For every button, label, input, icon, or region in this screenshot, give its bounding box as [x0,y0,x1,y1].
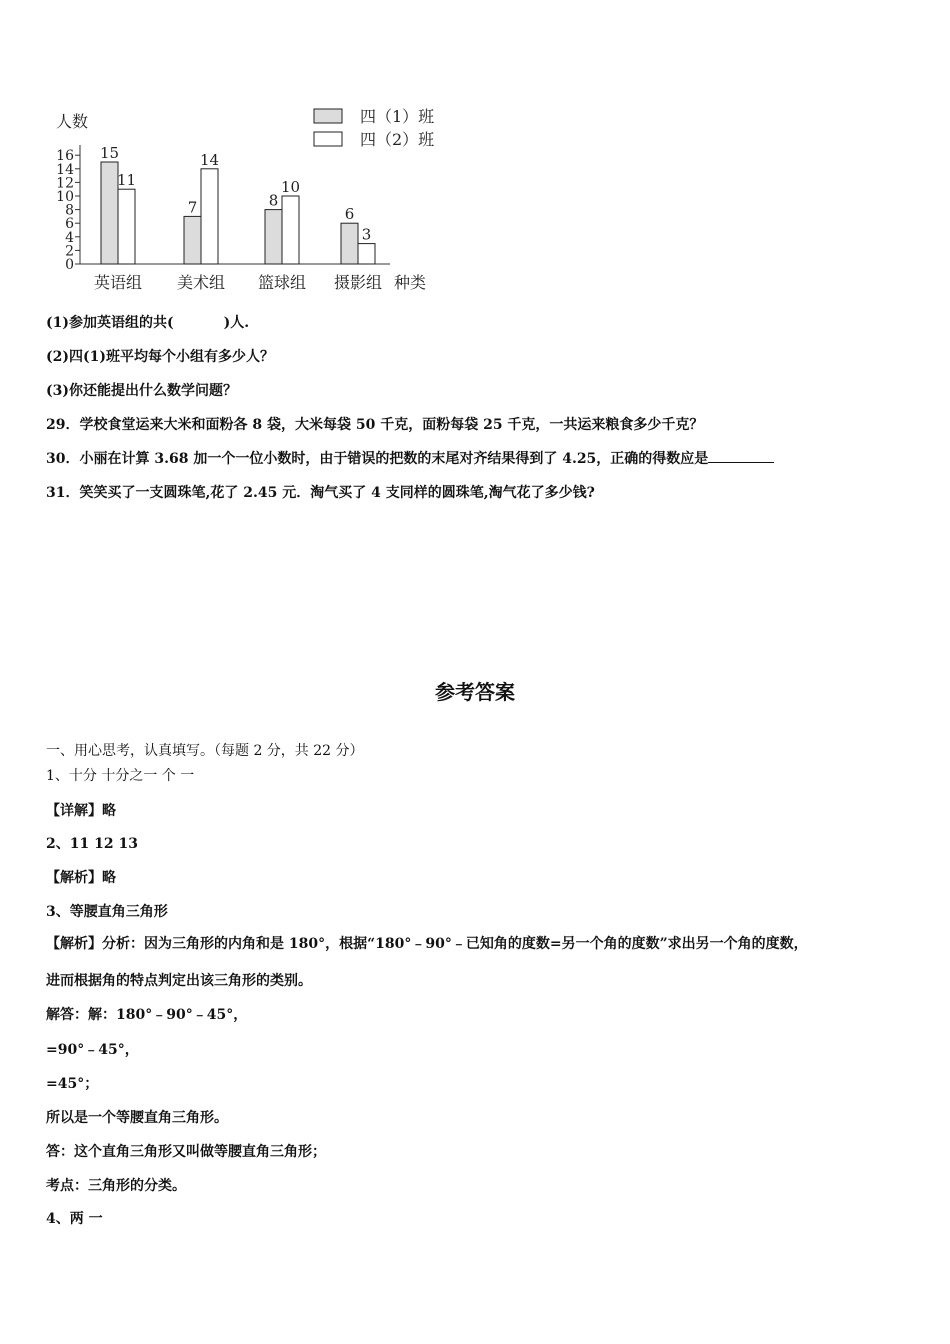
answer-3-point: 考点：三角形的分类。 [46,1178,186,1194]
section-1-heading: 一、用心思考，认真填写。（每题 2 分，共 22 分） [46,743,364,759]
answer-3-solution-4: 所以是一个等腰直角三角形。 [46,1110,228,1126]
bar-2-1 [118,189,135,264]
answer-blank-line[interactable] [708,450,774,463]
question-3: (3)你还能提出什么数学问题？ [46,383,237,399]
bar-1-4 [341,223,358,264]
x-tick-labels [94,273,382,292]
y-ticks [56,148,80,273]
legend [314,107,434,149]
answers-title: 参考答案 [435,680,515,704]
bar-value-label: 7 [187,198,198,217]
bar-value-label: 10 [280,178,301,196]
x-tick-label: 英语组 [93,273,143,292]
bar-2-2 [201,169,218,264]
x-tick-label: 篮球组 [257,273,307,292]
y-tick-label: 4 [65,229,74,246]
question-31: 31．笑笑买了一支圆珠笔,花了 2.45 元．淘气买了 4 支同样的圆珠笔,淘气花了多少钱? [46,485,595,501]
bar-value-label: 6 [344,205,355,224]
y-axis-label: 人数 [56,112,89,131]
bar-1-3 [265,210,282,264]
bar-chart [50,100,450,300]
x-axis-label: 种类 [394,273,427,292]
y-tick-label: 6 [65,216,74,233]
answer-3: 3、等腰直角三角形 [46,904,168,920]
bar-value-label: 3 [361,225,372,244]
x-tick-label: 摄影组 [333,273,383,292]
question-2: (2)四(1)班平均每个小组有多少人？ [46,349,274,365]
answer-1: 1、十分 十分之一 个 一 [46,768,195,784]
bar-1-2 [184,216,201,264]
y-tick-label: 16 [56,148,74,165]
answer-3-solution-3: =45°； [46,1076,99,1092]
bar-2-3 [282,196,299,264]
y-tick-label: 2 [65,243,74,260]
y-tick-label: 0 [65,257,74,273]
legend-swatch [314,132,342,146]
bar-2-4 [358,244,375,264]
bar-value-label: 15 [99,144,120,162]
bar-1-1 [101,162,118,264]
question-30-line [46,448,774,468]
y-tick-label: 8 [65,202,74,219]
answer-3-solution-2: =90°﹣45°， [46,1042,139,1058]
legend-label: 四（1）班 [360,107,435,126]
answer-1-detail: 【详解】略 [46,803,116,819]
bar-value-label: 11 [116,171,137,190]
bar-value-label: 8 [268,191,279,210]
question-1: (1)参加英语组的共( [46,315,174,331]
question-30: 30．小丽在计算 3.68 加一个一位小数时，由于错误的把数的末尾对齐结果得到了 4.25，正确的得数应是 [46,451,709,467]
answer-4: 4、两 一 [46,1211,103,1227]
question-29: 29．学校食堂运来大米和面粉各 8 袋，大米每袋 50 千克，面粉每袋 25 千克，一共运来粮食多少千克？ [46,417,704,433]
answer-3-solution-1: 解答：解：180°﹣90°﹣45°， [46,1007,248,1023]
y-tick-label: 10 [56,189,74,205]
answer-2: 2、11 12 13 [46,836,138,852]
y-tick-label: 12 [56,175,74,192]
question-1-end: )人. [223,315,250,331]
bars [100,144,375,264]
question-1-line [46,312,249,332]
answer-2-detail: 【解析】略 [46,870,116,886]
legend-swatch [314,109,342,123]
answer-3-answer: 答：这个直角三角形又叫做等腰直角三角形； [46,1144,326,1160]
answer-3-analysis-1: 【解析】分析：因为三角形的内角和是 180°，根据“180°﹣90°﹣已知角的度数=另一个角的度数”求出另一个角的度数， [46,936,808,952]
legend-label: 四（2）班 [360,130,435,149]
x-tick-label: 美术组 [176,273,226,292]
bar-value-label: 14 [199,150,220,169]
answer-3-analysis-2: 进而根据角的特点判定出该三角形的类别。 [46,973,312,989]
y-tick-label: 14 [56,161,74,178]
